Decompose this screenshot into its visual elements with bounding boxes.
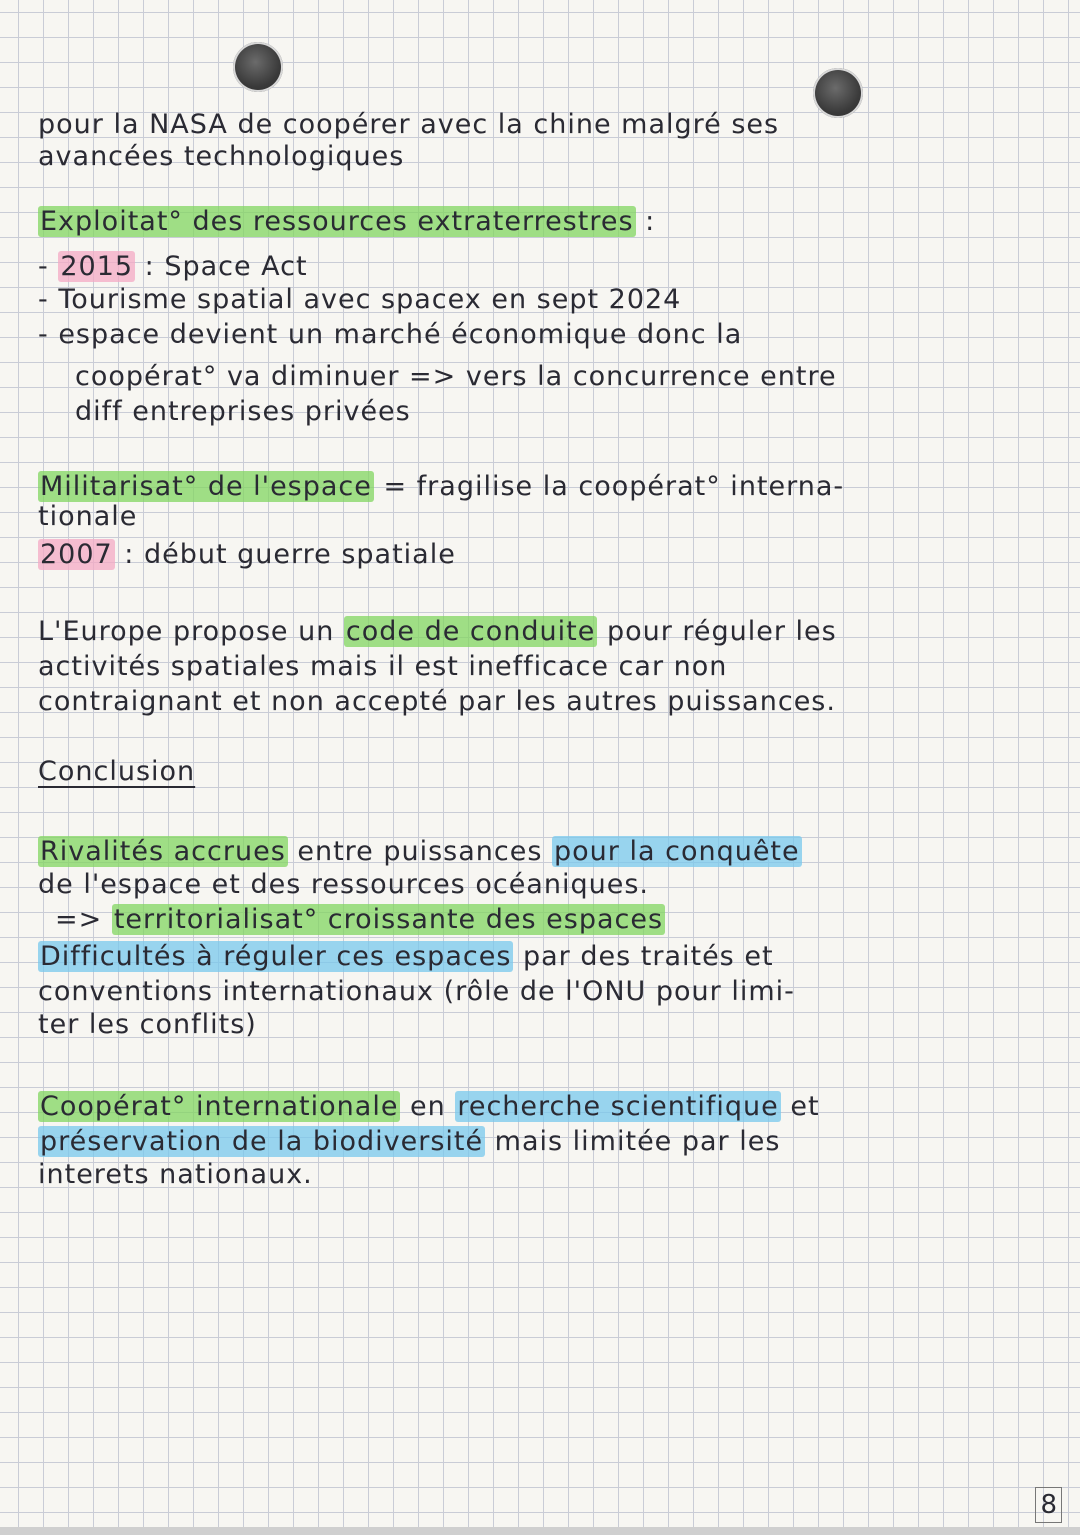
text-line: interets nationaux. <box>38 1159 313 1190</box>
text-line: contraignant et non accepté par les autres puissances. <box>38 686 836 717</box>
page-number: 8 <box>1035 1487 1062 1523</box>
punch-hole-left <box>233 42 283 92</box>
text-line: diff entreprises privées <box>75 396 411 427</box>
highlight-green: Rivalités accrues <box>40 836 286 867</box>
highlight-green: Coopérat° internationale <box>40 1091 399 1122</box>
text-line <box>38 835 802 869</box>
heading-suffix: : <box>635 206 656 237</box>
bullet-item: - espace devient un marché économique donc la <box>38 319 743 350</box>
conclusion-title: Conclusion <box>38 756 196 787</box>
text-segment: pour réguler les <box>597 616 837 647</box>
text-line <box>38 940 774 974</box>
highlight-pink-year: 2007 <box>40 539 113 570</box>
section-heading <box>38 470 844 504</box>
punch-hole-right <box>813 68 863 118</box>
text-segment: L'Europe propose un <box>38 616 344 647</box>
text-line: tionale <box>38 501 138 532</box>
highlight-green: territorialisat° croissante des espaces <box>113 904 664 935</box>
arrow-text: => <box>55 904 112 935</box>
bullet-item: - Tourisme spatial avec spacex en sept 2024 <box>38 284 682 315</box>
text-line <box>38 1090 820 1124</box>
text-segment: par des traités et <box>513 941 774 972</box>
highlight-green: Militarisat° de l'espace <box>40 471 372 502</box>
highlight-blue: recherche scientifique <box>457 1091 779 1122</box>
text-segment: et <box>780 1091 820 1122</box>
text-line: avancées technologiques <box>38 141 405 172</box>
text-line <box>55 903 665 937</box>
text-line: activités spatiales mais il est inefficace car non <box>38 651 728 682</box>
text-line <box>38 538 456 572</box>
highlight-pink-year: 2015 <box>60 251 134 282</box>
highlight-green: Exploitat° des ressources extraterrestres <box>40 206 634 237</box>
text-segment: mais limitée par les <box>485 1126 781 1157</box>
page-edge <box>0 1527 1080 1535</box>
highlight-blue: pour la conquête <box>554 836 800 867</box>
bullet-text: : Space Act <box>135 251 308 282</box>
bullet-dash: - <box>38 251 49 282</box>
section-heading <box>38 205 655 239</box>
text-line: coopérat° va diminuer => vers la concurrence entre <box>75 361 837 392</box>
text-line: ter les conflits) <box>38 1009 257 1040</box>
text-segment: = fragilise la coopérat° interna- <box>373 471 845 502</box>
text-line: pour la NASA de coopérer avec la chine malgré ses <box>38 109 780 140</box>
text-line <box>38 615 837 649</box>
text-segment: entre puissances <box>287 836 553 867</box>
highlight-blue: préservation de la biodiversité <box>40 1126 484 1157</box>
text-line: de l'espace et des ressources océaniques. <box>38 869 649 900</box>
highlight-blue: Difficultés à réguler ces espaces <box>40 941 512 972</box>
text-line: conventions internationaux (rôle de l'ONU pour limi- <box>38 976 795 1007</box>
bullet-item <box>38 250 308 284</box>
text-line <box>38 1125 780 1159</box>
text-segment: : début guerre spatiale <box>114 539 456 570</box>
text-segment: en <box>400 1091 456 1122</box>
highlight-green: code de conduite <box>345 616 596 647</box>
